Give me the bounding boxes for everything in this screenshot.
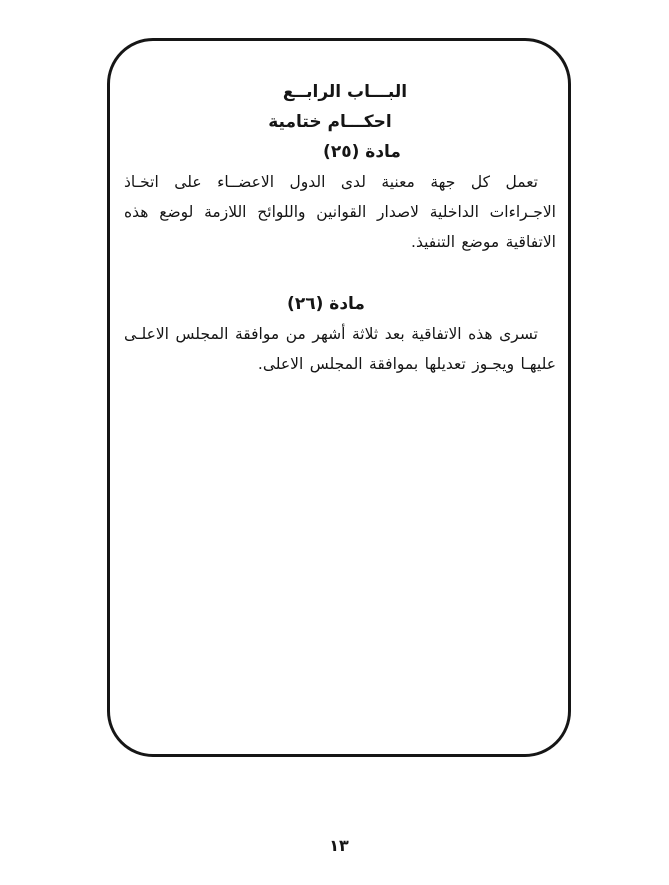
article-26-body: تسرى هذه الاتفاقية بعد ثلاثة أشهر من موافقة المجلس الاعلـى عليهـا ويجـوز تعديلها بموافقة المجلس الاعلى. — [124, 325, 556, 373]
article-26 — [124, 289, 556, 379]
page-frame-border — [107, 38, 571, 757]
chapter-subtitle: احكـــام ختامية — [268, 112, 392, 132]
article-26-heading: مادة (٢٦) — [287, 294, 365, 314]
page-number: ١٣ — [329, 836, 349, 855]
article-25 — [124, 137, 556, 257]
article-25-heading: مادة (٢٥) — [323, 142, 401, 162]
article-25-body: تعمل كل جهة معنية لدى الدول الاعضــاء على اتخـاذ الاجـراءات الداخلية لاصدار القوانين واللوائح اللازمة لوضع هذه الاتفاقية موضع التنفيذ. — [124, 173, 556, 251]
chapter-title: البـــاب الرابــع — [282, 82, 408, 102]
